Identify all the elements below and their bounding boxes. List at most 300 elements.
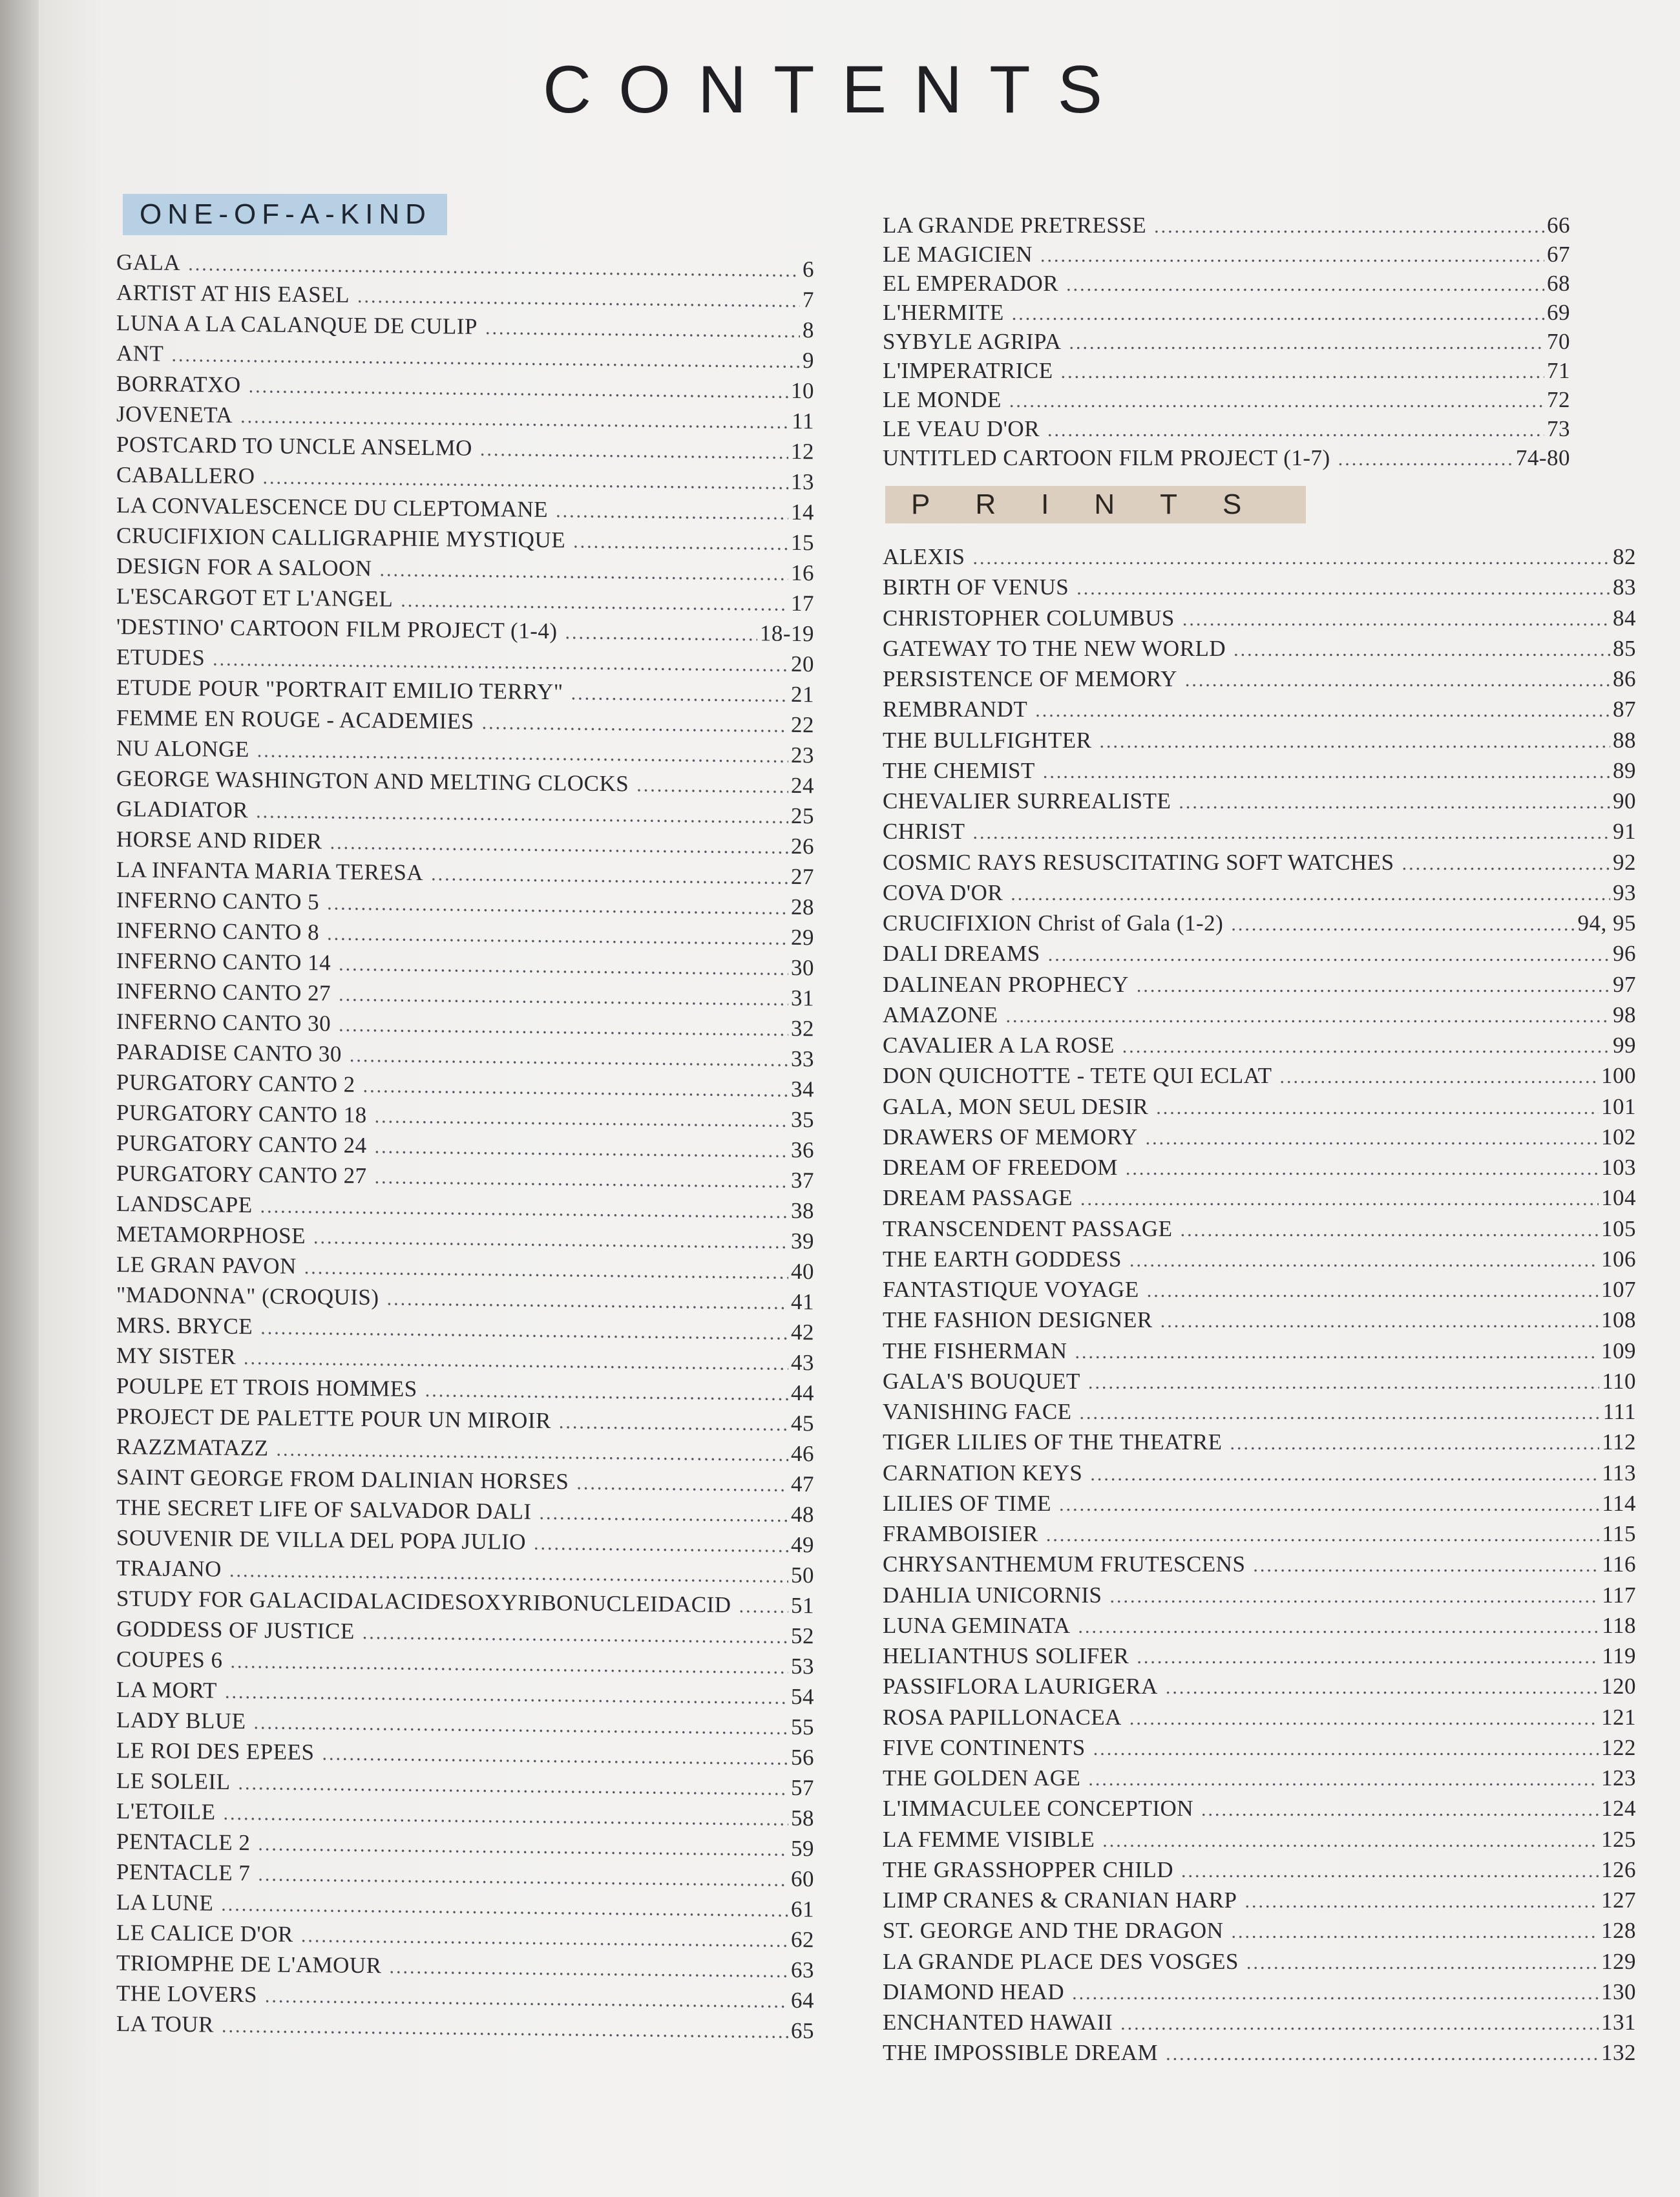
toc-entry <box>883 694 1636 724</box>
entry-page-number: 97 <box>1613 971 1636 997</box>
entry-page-number: 96 <box>1613 941 1636 967</box>
entry-page-number: 82 <box>1613 544 1636 569</box>
entry-page-number: 52 <box>791 1623 814 1649</box>
entry-title: LA MORT <box>116 1677 217 1703</box>
toc-entry <box>883 633 1636 664</box>
entry-title: COUPES 6 <box>116 1646 223 1673</box>
entry-page-number: 47 <box>791 1471 814 1497</box>
toc-entry <box>883 1427 1636 1457</box>
entry-title: LIMP CRANES & CRANIAN HARP <box>883 1887 1237 1913</box>
entry-page-number: 107 <box>1601 1277 1636 1302</box>
dot-leader <box>480 434 788 468</box>
dot-leader <box>1231 1917 1599 1947</box>
entry-title: BIRTH OF VENUS <box>883 574 1069 600</box>
entry-page-number: 65 <box>791 2017 814 2044</box>
entry-title: HORSE AND RIDER <box>116 826 322 854</box>
entry-page-number: 55 <box>791 1714 814 1740</box>
dot-leader <box>1093 1734 1599 1764</box>
dot-leader <box>571 678 788 711</box>
entry-title: LA GRANDE PLACE DES VOSGES <box>883 1948 1239 1974</box>
entry-page-number: 26 <box>791 833 814 859</box>
entry-title: INFERNO CANTO 8 <box>116 918 320 945</box>
entry-title: DRAWERS OF MEMORY <box>883 1124 1138 1150</box>
dot-leader <box>1035 695 1610 726</box>
dot-leader <box>222 2011 788 2047</box>
dot-leader <box>1244 1886 1599 1917</box>
entry-page-number: 125 <box>1601 1826 1636 1852</box>
entry-page-number: 74-80 <box>1515 445 1570 470</box>
entry-page-number: 88 <box>1613 727 1636 753</box>
dot-leader <box>1179 787 1610 817</box>
entry-page-number: 54 <box>791 1683 814 1710</box>
toc-entry <box>883 1946 1636 1977</box>
entry-title: BORRATXO <box>116 371 241 398</box>
dot-leader <box>1040 241 1544 270</box>
entry-title: LUNA GEMINATA <box>883 1612 1071 1638</box>
entry-title: FRAMBOISIER <box>883 1521 1038 1546</box>
entry-title: DREAM PASSAGE <box>883 1185 1073 1211</box>
dot-leader <box>1075 1337 1599 1367</box>
toc-entry <box>883 1091 1636 1122</box>
entry-title: LA LUNE <box>116 1889 214 1916</box>
entry-title: PENTACLE 2 <box>116 1829 251 1856</box>
toc-entry <box>883 1000 1636 1030</box>
entry-title: VANISHING FACE <box>883 1399 1072 1424</box>
entry-page-number: 128 <box>1601 1918 1636 1944</box>
entry-page-number: 103 <box>1601 1155 1636 1180</box>
page-title: CONTENTS <box>543 52 1129 127</box>
dot-leader <box>482 708 788 741</box>
entry-page-number: 118 <box>1602 1612 1636 1638</box>
dot-leader <box>375 1131 788 1166</box>
dot-leader <box>1099 726 1610 757</box>
entry-page-number: 14 <box>791 499 814 525</box>
entry-page-number: 66 <box>1547 213 1570 238</box>
entry-page-number: 34 <box>791 1076 814 1102</box>
dot-leader <box>387 1283 788 1318</box>
entry-title: INFERNO CANTO 14 <box>116 948 331 976</box>
dot-leader <box>339 949 788 984</box>
entry-page-number: 13 <box>791 468 814 495</box>
entry-page-number: 11 <box>792 408 814 434</box>
entry-page-number: 8 <box>803 317 814 343</box>
entry-page-number: 44 <box>791 1380 814 1406</box>
toc-entry <box>883 240 1570 269</box>
entry-page-number: 130 <box>1601 1979 1636 2004</box>
entry-title: REMBRANDT <box>883 697 1028 722</box>
toc-entry <box>883 938 1636 969</box>
entry-page-number: 131 <box>1601 2010 1636 2035</box>
entry-page-number: 32 <box>791 1015 814 1042</box>
dot-leader <box>540 1498 789 1531</box>
dot-leader <box>1230 1428 1600 1458</box>
entry-page-number: 116 <box>1602 1551 1636 1577</box>
entry-title: THE EARTH GODDESS <box>883 1246 1122 1272</box>
entry-page-number: 40 <box>791 1258 814 1285</box>
toc-entry <box>883 1274 1636 1305</box>
entry-page-number: 123 <box>1601 1765 1636 1791</box>
entry-title: THE CHEMIST <box>883 757 1035 783</box>
dot-leader <box>1110 1581 1600 1612</box>
toc-entry <box>883 1549 1636 1579</box>
entry-title: LA TOUR <box>116 2011 214 2037</box>
dot-leader <box>1059 1489 1599 1520</box>
entry-title: ST. GEORGE AND THE DRAGON <box>883 1918 1224 1944</box>
entry-page-number: 106 <box>1601 1246 1636 1272</box>
toc-entry <box>883 664 1636 694</box>
dot-leader <box>431 859 788 893</box>
entry-title: METAMORPHOSE <box>116 1221 306 1249</box>
entry-title: LE CALICE D'OR <box>116 1920 293 1947</box>
entry-title: TRIOMPHE DE L'AMOUR <box>116 1950 382 1979</box>
toc-entry <box>883 1396 1636 1427</box>
entry-title: L'IMMACULEE CONCEPTION <box>883 1796 1194 1822</box>
toc-entry <box>883 1915 1636 1946</box>
entry-title: LA CONVALESCENCE DU CLEPTOMANE <box>116 492 549 522</box>
entry-title: ANT <box>116 341 164 366</box>
entry-page-number: 17 <box>791 590 814 616</box>
entry-page-number: 6 <box>803 257 814 282</box>
book-gutter-shadow <box>0 0 39 2197</box>
entry-title: POULPE ET TROIS HOMMES <box>116 1373 417 1402</box>
toc-entry <box>883 878 1636 908</box>
dot-leader <box>1048 940 1610 970</box>
entry-page-number: 12 <box>791 438 814 465</box>
entry-title: TRAJANO <box>116 1555 222 1582</box>
entry-title: FIVE CONTINENTS <box>883 1734 1086 1760</box>
dot-leader <box>380 554 788 589</box>
toc-entry <box>883 725 1636 755</box>
entry-page-number: 129 <box>1601 1948 1636 1974</box>
toc-entry <box>883 1060 1636 1091</box>
entry-title: RAZZMATAZZ <box>116 1434 269 1461</box>
toc-entry <box>883 1183 1636 1213</box>
dot-leader <box>1009 386 1544 415</box>
dot-leader <box>1126 1153 1599 1184</box>
dot-leader <box>1076 573 1610 604</box>
entry-page-number: 115 <box>1602 1521 1636 1546</box>
toc-entry <box>883 572 1636 602</box>
entry-title: ETUDES <box>116 644 205 671</box>
toc-entry <box>883 1580 1636 1610</box>
entry-page-number: 50 <box>791 1562 814 1588</box>
dot-leader <box>1160 1306 1599 1336</box>
dot-leader <box>1090 1459 1599 1489</box>
entry-page-number: 112 <box>1602 1429 1636 1455</box>
dot-leader <box>258 1859 788 1895</box>
entry-title: INFERNO CANTO 5 <box>116 887 320 915</box>
entry-page-number: 89 <box>1613 757 1636 783</box>
dot-leader <box>1338 445 1513 474</box>
dot-leader <box>1166 2039 1599 2069</box>
entry-page-number: 86 <box>1613 666 1636 691</box>
dot-leader <box>1181 1215 1599 1245</box>
entry-page-number: 58 <box>791 1805 814 1831</box>
entry-title: LA GRANDE PRETRESSE <box>883 213 1147 238</box>
entry-title: LE VEAU D'OR <box>883 416 1040 441</box>
toc-entry <box>883 298 1570 327</box>
toc-entry <box>883 1336 1636 1366</box>
entry-title: THE FISHERMAN <box>883 1338 1067 1363</box>
entry-title: PURGATORY CANTO 24 <box>116 1130 367 1159</box>
entry-title: ARTIST AT HIS EASEL <box>116 280 350 308</box>
dot-leader <box>573 526 788 558</box>
toc-entry <box>883 1855 1636 1885</box>
entry-title: THE LOVERS <box>116 1981 257 2008</box>
entry-page-number: 109 <box>1601 1338 1636 1363</box>
entry-title: ETUDE POUR "PORTRAIT EMILIO TERRY" <box>116 675 563 705</box>
toc-entry <box>883 1244 1636 1274</box>
entry-title: GALA <box>116 249 181 276</box>
entry-title: LILIES OF TIME <box>883 1490 1052 1516</box>
dot-leader <box>1043 757 1610 787</box>
entry-title: L'ESCARGOT ET L'ANGEL <box>116 583 394 612</box>
entry-page-number: 102 <box>1601 1124 1636 1150</box>
entry-page-number: 21 <box>791 681 814 708</box>
toc-entry <box>883 1824 1636 1855</box>
entry-page-number: 117 <box>1602 1582 1636 1608</box>
toc-list-prints <box>883 541 1636 2068</box>
dot-leader <box>1129 1245 1599 1276</box>
toc-entry <box>883 1885 1636 1915</box>
entry-title: POSTCARD TO UNCLE ANSELMO <box>116 432 472 461</box>
entry-title: MY SISTER <box>116 1343 236 1369</box>
toc-entry <box>883 1152 1636 1183</box>
entry-page-number: 63 <box>791 1957 814 1983</box>
entry-page-number: 33 <box>791 1046 814 1072</box>
dot-leader <box>1120 2008 1599 2039</box>
entry-title: THE GRASSHOPPER CHILD <box>883 1856 1173 1882</box>
entry-page-number: 85 <box>1613 635 1636 661</box>
entry-page-number: 51 <box>791 1592 814 1619</box>
entry-page-number: 101 <box>1601 1093 1636 1119</box>
entry-page-number: 90 <box>1613 788 1636 814</box>
dot-leader <box>1166 1672 1599 1703</box>
toc-entry <box>883 443 1570 472</box>
entry-title: "MADONNA" (CROQUIS) <box>116 1282 379 1310</box>
entry-page-number: 41 <box>791 1288 814 1315</box>
entry-title: LA INFANTA MARIA TERESA <box>116 857 424 885</box>
entry-title: LANDSCAPE <box>116 1191 253 1218</box>
entry-title: GALA, MON SEUL DESIR <box>883 1093 1149 1119</box>
dot-leader <box>1072 1978 1599 2008</box>
toc-entry <box>883 269 1570 298</box>
dot-leader <box>362 1617 788 1652</box>
dot-leader <box>1156 1093 1599 1123</box>
entry-title: PERSISTENCE OF MEMORY <box>883 666 1177 691</box>
dot-leader <box>1402 848 1610 879</box>
dot-leader <box>1088 1367 1599 1398</box>
dot-leader <box>1182 604 1610 635</box>
entry-title: CRUCIFIXION Christ of Gala (1-2) <box>883 910 1224 936</box>
entry-title: 'DESTINO' CARTOON FILM PROJECT (1-4) <box>116 614 558 644</box>
entry-title: LADY BLUE <box>116 1707 246 1734</box>
dot-leader <box>1129 1703 1599 1734</box>
toc-list-one-of-a-kind-continued <box>883 211 1570 472</box>
entry-page-number: 100 <box>1601 1063 1636 1089</box>
entry-title: LE MONDE <box>883 387 1002 412</box>
dot-leader <box>265 1981 788 2016</box>
toc-entry <box>883 1671 1636 1701</box>
entry-page-number: 7 <box>803 287 814 313</box>
toc-entry <box>883 1214 1636 1244</box>
entry-page-number: 84 <box>1613 605 1636 631</box>
toc-entry <box>883 816 1636 846</box>
entry-title: THE IMPOSSIBLE DREAM <box>883 2040 1159 2066</box>
dot-leader <box>636 770 788 801</box>
entry-page-number: 29 <box>791 924 814 951</box>
entry-title: HELIANTHUS SOLIFER <box>883 1643 1129 1668</box>
dot-leader <box>363 1071 788 1106</box>
entry-title: THE SECRET LIFE OF SALVADOR DALI <box>116 1495 532 1524</box>
entry-title: FANTASTIQUE VOYAGE <box>883 1277 1139 1302</box>
dot-leader <box>972 817 1610 848</box>
dot-leader <box>258 1829 788 1865</box>
entry-page-number: 126 <box>1601 1856 1636 1882</box>
entry-page-number: 108 <box>1601 1307 1636 1333</box>
entry-page-number: 113 <box>1602 1460 1636 1486</box>
entry-page-number: 28 <box>791 894 814 920</box>
entry-page-number: 70 <box>1547 329 1570 354</box>
entry-title: THE GOLDEN AGE <box>883 1765 1081 1791</box>
toc-entry <box>883 385 1570 414</box>
entry-page-number: 67 <box>1547 242 1570 267</box>
dot-leader <box>313 1222 788 1257</box>
toc-entry <box>883 1305 1636 1335</box>
entry-page-number: 31 <box>791 985 814 1011</box>
dot-leader <box>1234 635 1610 665</box>
entry-title: CHRISTOPHER COLUMBUS <box>883 605 1175 631</box>
entry-page-number: 121 <box>1601 1704 1636 1730</box>
toc-entry <box>883 1793 1636 1824</box>
entry-title: JOVENETA <box>116 401 233 428</box>
dot-leader <box>1231 909 1575 940</box>
entry-page-number: 43 <box>791 1349 814 1376</box>
entry-title: THE BULLFIGHTER <box>883 727 1092 753</box>
entry-page-number: 15 <box>791 529 814 556</box>
entry-title: SAINT GEORGE FROM DALINIAN HORSES <box>116 1464 569 1495</box>
toc-list-one-of-a-kind <box>116 247 814 2046</box>
entry-page-number: 105 <box>1601 1215 1636 1241</box>
dot-leader <box>1011 879 1610 909</box>
toc-entry <box>883 1122 1636 1152</box>
toc-entry <box>883 755 1636 786</box>
dot-leader <box>327 918 788 953</box>
dot-leader <box>1046 1520 1599 1550</box>
dot-leader <box>1181 1856 1599 1886</box>
toc-entry <box>883 1030 1636 1060</box>
dot-leader <box>350 1040 788 1075</box>
entry-page-number: 120 <box>1601 1674 1636 1699</box>
entry-title: GEORGE WASHINGTON AND MELTING CLOCKS <box>116 766 629 797</box>
entry-title: PURGATORY CANTO 18 <box>116 1100 367 1128</box>
entry-page-number: 124 <box>1601 1796 1636 1822</box>
dot-leader <box>1154 212 1544 241</box>
entry-title: GLADIATOR <box>116 796 249 823</box>
entry-title: MRS. BRYCE <box>116 1312 253 1340</box>
entry-page-number: 39 <box>791 1228 814 1254</box>
entry-page-number: 62 <box>791 1926 814 1953</box>
entry-title: STUDY FOR GALACIDALACIDESOXYRIBONUCLEIDACID <box>116 1586 731 1617</box>
dot-leader <box>1080 1398 1601 1428</box>
entry-title: LUNA A LA CALANQUE DE CULIP <box>116 310 478 339</box>
toc-entry <box>883 1641 1636 1671</box>
entry-title: GALA'S BOUQUET <box>883 1368 1080 1394</box>
entry-page-number: 49 <box>791 1531 814 1558</box>
entry-title: GODDESS OF JUSTICE <box>116 1616 355 1644</box>
dot-leader <box>260 1312 788 1349</box>
entry-title: CHRYSANTHEMUM FRUTESCENS <box>883 1551 1246 1577</box>
entry-title: AMAZONE <box>883 1002 998 1027</box>
dot-leader <box>1279 1062 1599 1092</box>
dot-leader <box>1246 1948 1599 1978</box>
toc-entry <box>883 356 1570 385</box>
toc-entry <box>883 1702 1636 1732</box>
toc-entry <box>883 1763 1636 1793</box>
dot-leader <box>339 1010 788 1045</box>
toc-entry <box>883 541 1636 572</box>
entry-page-number: 99 <box>1613 1033 1636 1058</box>
entry-page-number: 91 <box>1613 819 1636 845</box>
entry-title: THE FASHION DESIGNER <box>883 1307 1153 1333</box>
entry-title: FEMME EN ROUGE - ACADEMIES <box>116 705 474 734</box>
entry-page-number: 22 <box>791 711 814 738</box>
entry-page-number: 61 <box>791 1896 814 1922</box>
entry-title: ALEXIS <box>883 544 965 569</box>
entry-page-number: 92 <box>1613 849 1636 875</box>
dot-leader <box>1122 1031 1610 1062</box>
dot-leader <box>1253 1550 1599 1581</box>
entry-title: CARNATION KEYS <box>883 1460 1083 1486</box>
entry-title: DAHLIA UNICORNIS <box>883 1582 1102 1608</box>
dot-leader <box>1012 299 1544 328</box>
toc-entry <box>883 603 1636 633</box>
entry-title: CAVALIER A LA ROSE <box>883 1033 1115 1058</box>
entry-page-number: 24 <box>791 772 814 799</box>
toc-entry <box>883 414 1570 443</box>
toc-entry <box>883 1732 1636 1763</box>
entry-page-number: 45 <box>791 1410 814 1436</box>
toc-entry <box>883 327 1570 356</box>
dot-leader <box>1137 971 1610 1001</box>
section-heading-prints: PRINTS <box>885 486 1306 523</box>
entry-page-number: 132 <box>1601 2040 1636 2066</box>
dot-leader <box>1102 1825 1599 1856</box>
toc-entry <box>883 908 1636 938</box>
dot-leader <box>375 1162 788 1197</box>
section-heading-one-of-a-kind: ONE-OF-A-KIND <box>123 194 447 235</box>
entry-title: DESIGN FOR A SALOON <box>116 553 372 582</box>
entry-title: NU ALONGE <box>116 735 249 762</box>
entry-page-number: 93 <box>1613 879 1636 905</box>
entry-title: INFERNO CANTO 27 <box>116 978 331 1006</box>
entry-page-number: 87 <box>1613 697 1636 722</box>
entry-title: TRANSCENDENT PASSAGE <box>883 1215 1173 1241</box>
entry-title: DALI DREAMS <box>883 941 1040 967</box>
entry-title: LE ROI DES EPEES <box>116 1738 315 1765</box>
entry-page-number: 119 <box>1602 1643 1636 1668</box>
entry-page-number: 60 <box>791 1866 814 1892</box>
entry-page-number: 53 <box>791 1653 814 1679</box>
toc-entry <box>883 1488 1636 1519</box>
toc-entry <box>883 847 1636 878</box>
dot-leader <box>1066 270 1544 299</box>
entry-page-number: 114 <box>1602 1490 1636 1516</box>
entry-page-number: 98 <box>1613 1002 1636 1027</box>
entry-page-number: 30 <box>791 954 814 981</box>
dot-leader <box>390 1951 788 1986</box>
entry-page-number: 42 <box>791 1319 814 1345</box>
